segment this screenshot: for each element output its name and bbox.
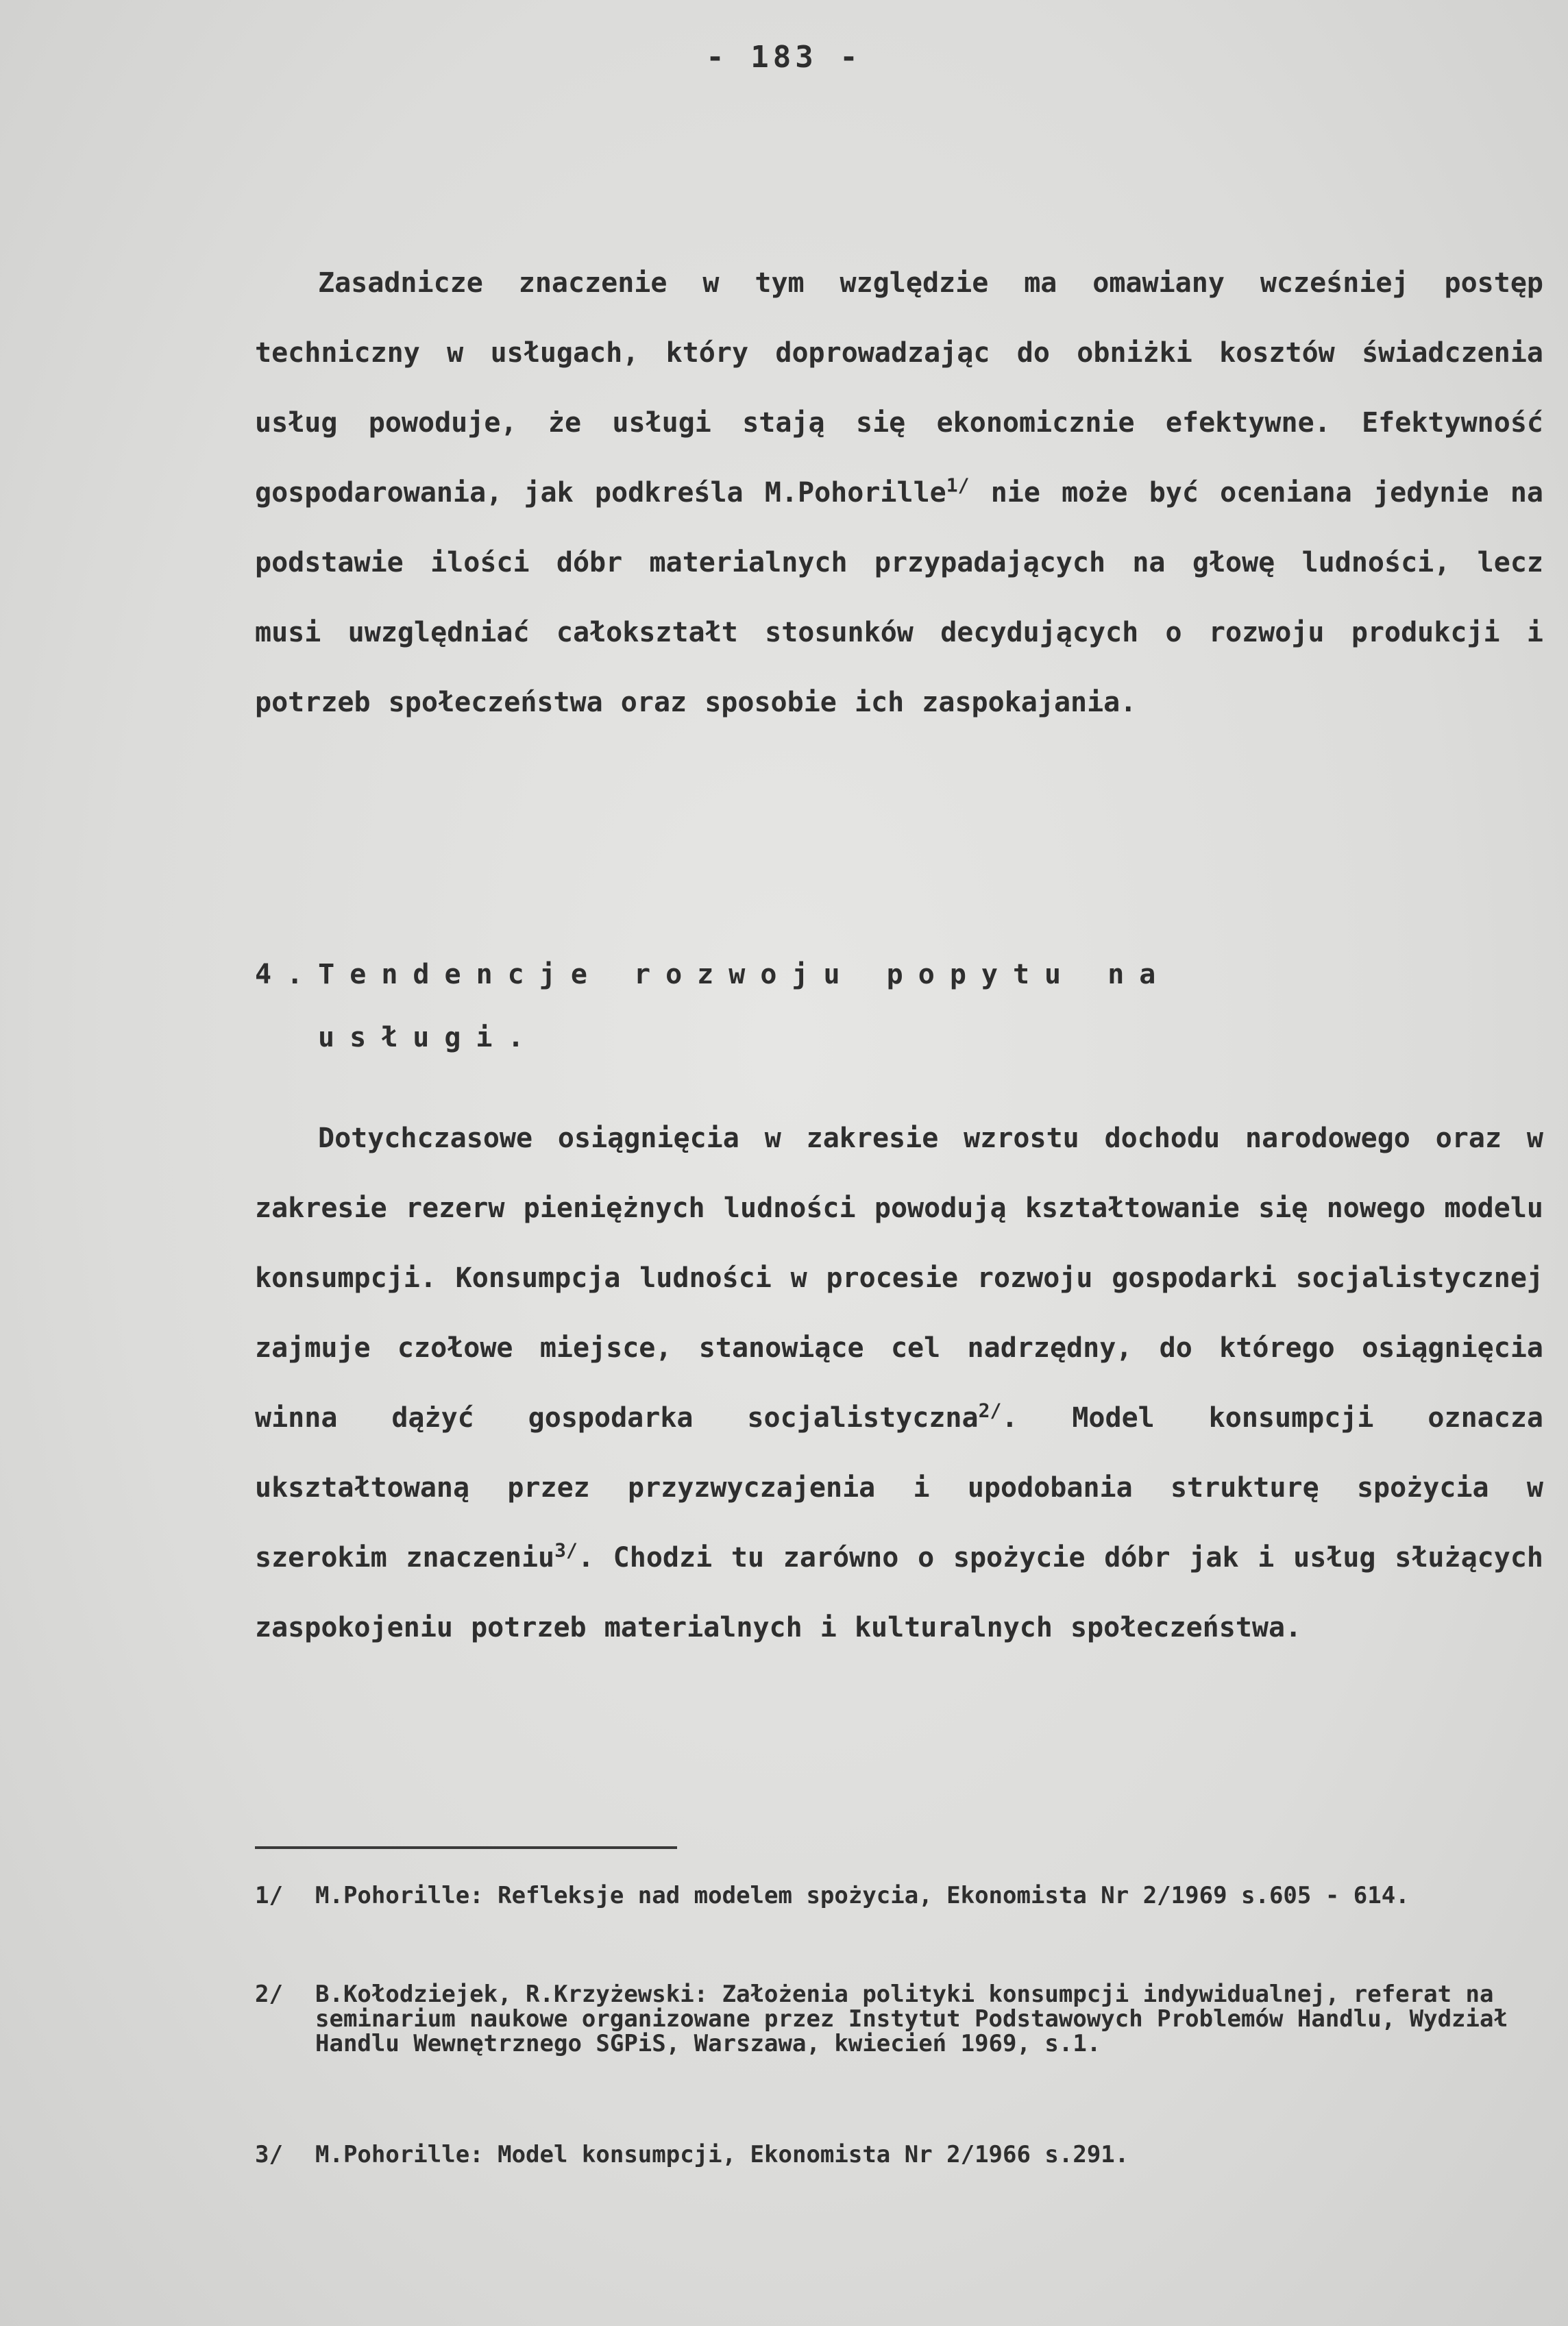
section-title-line-1: Tendencje rozwoju popytu na — [318, 959, 1171, 990]
footnote-ref-1: 1/ — [946, 474, 970, 497]
footnote-1-marker: 1/ — [255, 1882, 283, 1909]
page-number: - 183 - — [706, 40, 862, 75]
footnote-3 — [255, 2142, 1550, 2167]
section-number: 4. — [255, 959, 319, 990]
paragraph-2 — [255, 1103, 1543, 1663]
paragraph-1-text-a: Zasadnicze znaczenie w tym względzie ma omawiany wcześniej postęp techniczny w usługach, który doprowadzając do obniżki kosztów świadczenia usług powoduje, że usługi stają się ekonomicznie efektywne. Efektywność gospodarowania, jak podkreśla M.Pohorille — [255, 267, 1543, 509]
section-title-line-2: usługi. — [318, 1022, 539, 1053]
paragraph-2-text-a: Dotychczasowe osiągnięcia w zakresie wzrostu dochodu narodowego oraz w zakresie rezerw pieniężnych ludności powodują kształtowanie się nowego modelu konsumpcji. Konsumpcja ludności w procesie rozwoju gospodarki socjalistycznej zajmuje czołowe miejsce, stanowiące cel nadrzędny, do którego osiągnięcia winna dążyć gospodarka socjalistyczna — [255, 1123, 1543, 1434]
footnote-1 — [255, 1883, 1550, 1908]
footnote-2 — [255, 1982, 1550, 2056]
paragraph-2-text-c: . Chodzi tu zarówno o spożycie dóbr jak i usług służących zaspokojeniu potrzeb materialnych i kulturalnych społeczeństwa. — [255, 1542, 1543, 1643]
footnote-2-marker: 2/ — [255, 1981, 283, 2008]
section-heading-line-1 — [255, 943, 1530, 1006]
footnote-3-text: M.Pohorille: Model konsumpcji, Ekonomista Nr 2/1966 s.291. — [315, 2141, 1129, 2168]
section-heading-line-2 — [255, 1006, 1530, 1069]
paragraph-1 — [255, 248, 1543, 737]
paragraph-1-text-b: nie może być oceniana jedynie na podstawie ilości dóbr materialnych przypadających na głowę ludności, lecz musi uwzględniać całokształt stosunków decydujących o rozwoju produkcji i potrzeb społeczeństwa oraz sposobie ich zaspokajania. — [255, 477, 1543, 718]
footnote-1-text: M.Pohorille: Refleksje nad modelem spożycia, Ekonomista Nr 2/1969 s.605 - 614. — [315, 1882, 1410, 1909]
footnote-ref-3: 3/ — [554, 1539, 578, 1562]
paragraph-2-text-b: . Model konsumpcji oznacza ukształtowaną przez przyzwyczajenia i upodobania strukturę spożycia w szerokim znaczeniu — [255, 1402, 1543, 1574]
footnote-ref-2: 2/ — [978, 1399, 1002, 1422]
footnote-separator — [255, 1846, 677, 1849]
footnote-2-text: B.Kołodziejek, R.Krzyżewski: Założenia polityki konsumpcji indywidualnej, referat na seminarium naukowe organizowane przez Instytut Podstawowych Problemów Handlu, Wydział Handlu Wewnętrznego SGPiS, Warszawa, kwiecień 1969, s.1. — [315, 1981, 1508, 2057]
footnote-3-marker: 3/ — [255, 2141, 283, 2168]
section-heading — [255, 943, 1530, 1069]
